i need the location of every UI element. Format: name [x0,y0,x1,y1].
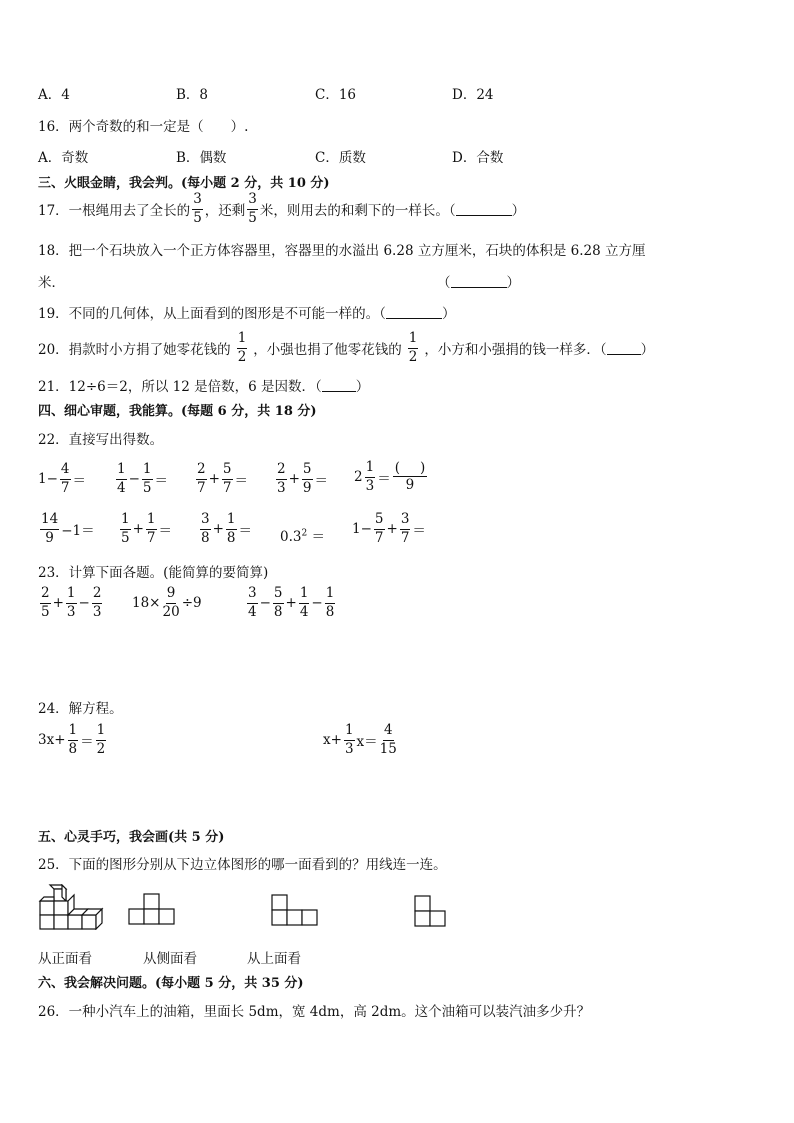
q22-r1-e1-pre: 1− [38,471,58,487]
q17-fraction-1 [192,193,203,225]
q24-e2-den2: 15 [379,740,397,757]
q20-text-b: ，小强也捐了他零花钱的 [253,342,402,358]
q16-option-d: D．合数 [452,150,504,166]
q22-r1-e5-eq: ＝ [377,471,391,487]
q22-stem: 22．直接写出得数。 [38,432,164,448]
q16-option-b: B．偶数 [176,150,227,166]
q23-e1 [38,587,104,619]
q23-e3-fraction-2 [273,587,284,619]
q22-r1-e5-fraction-2 [393,459,428,493]
q22-r2-e3-num1: 3 [200,513,211,530]
q20-fraction-1 [237,332,248,364]
q22-r2-e3-fraction-1 [200,513,211,545]
q24-e2-mid: x＝ [356,734,378,750]
q23-e2-den: 20 [162,603,180,620]
q24-e1 [38,724,108,756]
q17-f2-num: 3 [247,193,258,210]
q22-r2-e4-eq: ＝ [307,529,326,545]
q16-option-a: A．奇数 [38,150,89,166]
q18-paren-close: ） [506,275,520,291]
q19 [38,302,455,322]
q24-e1-pre: 3x+ [38,732,66,748]
q22-r1-e5-fraction-1 [365,461,376,493]
q24-e1-num1: 1 [68,724,79,741]
q23-e1-fraction-3 [92,587,103,619]
q23-e3-num2: 5 [273,587,284,604]
q24-e2-den1: 3 [344,740,354,757]
q22-r1-e5-den1: 3 [365,477,375,494]
q22-r1-e5-den2: 9 [405,477,415,493]
q24-e2-num1: 1 [344,724,355,741]
q22-r2-e5-pre: 1− [352,521,372,537]
q22-r2-e3-den1: 8 [201,529,210,546]
q23-e2 [132,587,202,619]
q23-e2-fraction [163,587,180,619]
q22-r2-e5-fraction-1 [374,513,385,545]
q23-e2-num: 9 [166,587,177,604]
q22-r2-e5-fraction-2 [400,513,411,545]
q15-option-d: D．24 [452,87,494,103]
q23-e3-fraction-4 [325,587,336,619]
q23-e1-fraction-2 [66,587,77,619]
q23-e3-fraction-3 [299,587,310,619]
q20-text-a: 20．捐款时小方捐了她零花钱的 [38,342,231,358]
q22-r2-e1-den: 9 [45,529,54,546]
q22-r2-e3-op: + [212,521,224,537]
q24-e2-fraction-2 [380,724,397,756]
q20 [38,332,654,364]
q17-f1-den: 5 [193,209,202,226]
q25-solid-figure [36,884,106,930]
q23-e3-num1: 3 [247,587,258,604]
q20-f1-den: 2 [237,348,247,365]
q23-e1-num2: 1 [66,587,77,604]
q22-r2-e4-base: 0.3 [280,529,302,545]
q20-f1-num: 1 [237,332,248,349]
q16-option-c: C．质数 [315,150,366,166]
q25-stem: 25．下面的图形分别从下边立体图形的哪一面看到的？用线连一连。 [38,857,447,873]
q22-r2-e2-den2: 7 [146,529,156,546]
q17-f2-den: 5 [248,209,257,226]
q22-r1-e5-num1: 1 [365,461,376,478]
q22-r1-e2 [114,463,168,495]
q23-e3-op2: + [285,595,297,611]
q25-label-front: 从正面看 [38,951,92,967]
q22-r2-e5-eq: ＝ [412,523,426,539]
q22-r1-e1-eq: ＝ [72,473,86,489]
q15-option-b: B．8 [176,87,209,103]
q17-text-a: 17．一根绳用去了全长的 [38,203,191,219]
q22-r1-e3-num1: 2 [196,463,207,480]
q22-r1-e4-num1: 2 [276,463,287,480]
q22-r2-e2-eq: ＝ [158,523,172,539]
q23-stem: 23．计算下面各题。(能简算的要简算) [38,565,269,581]
q23-e1-num3: 2 [92,587,103,604]
q22-r1-e5-whole: 2 [354,469,363,485]
q23-e3-op1: − [259,595,271,611]
q22-r2-e1-post: −1＝ [61,523,95,539]
q22-r1-e2-num1: 1 [116,463,127,480]
q22-r1-e4-eq: ＝ [314,473,328,489]
q22-r1-e4-den2: 9 [302,479,312,496]
q24-e1-fraction-2 [96,724,107,756]
q22-r1-e2-eq: ＝ [154,473,168,489]
q20-fraction-2 [408,332,419,364]
q21-answer-blank[interactable] [322,379,356,392]
q17-fraction-2 [247,193,258,225]
q22-r1-e2-fraction-1 [116,463,127,495]
q22-r1-e2-num2: 1 [142,463,153,480]
q23-e3 [245,587,337,619]
q22-r2-e3-den2: 8 [226,529,236,546]
q22-r1-e3-op: + [208,471,220,487]
q24-e1-fraction-1 [68,724,79,756]
q24-e1-eq: ＝ [80,734,94,750]
q22-r2-e2 [118,513,172,545]
q25-view-figure-3 [413,894,449,934]
q23-e3-op3: − [311,595,323,611]
q22-r2-e5-num2: 3 [400,513,411,530]
q23-e1-den3: 3 [92,603,102,620]
q17-paren-close: ） [511,203,526,219]
q23-e1-num1: 2 [40,587,51,604]
q23-e1-op2: − [78,595,90,611]
q24-e1-den2: 2 [96,740,106,757]
q19-text: 19．不同的几何体，从上面看到的图形是不可能一样的。（ [38,306,386,322]
q23-e3-num3: 1 [299,587,310,604]
section3-title: 三、火眼金睛，我会判。(每小题 2 分，共 10 分) [38,176,330,191]
q20-answer-blank[interactable] [607,342,641,355]
q22-r2-e1 [38,513,95,545]
q22-r2-e2-fraction-1 [120,513,131,545]
section6-title: 六、我会解决问题。(每小题 5 分，共 35 分) [38,976,304,991]
q22-r2-e1-num: 14 [40,513,59,530]
q24-e2-fraction-1 [344,724,355,756]
q22-r1-e2-op: − [128,471,140,487]
section5-title: 五、心灵手巧，我会画(共 5 分) [38,830,225,845]
q21-text: 21．12÷6＝2，所以 12 是倍数，6 是因数．（ [38,379,322,395]
q22-r1-e4-fraction-1 [276,463,287,495]
q19-paren-close: ） [441,306,456,322]
q22-r1-e4 [274,463,328,495]
q20-text-c: ，小方和小强捐的钱一样多．（ [424,342,607,358]
q18-line2: 米． [38,275,65,291]
q22-r1-e3-num2: 5 [222,463,233,480]
q18-answer [437,271,520,291]
q22-r1-e1-fraction [60,463,71,495]
q22-r2-e5-op: + [386,521,398,537]
q26-text: 26．一种小汽车上的油箱，里面长 5dm，宽 4dm，高 2dm。这个油箱可以装汽油多少升？ [38,1004,591,1020]
q17-text-c: 米，则用去的和剩下的一样长。（ [259,203,456,219]
q22-r2-e3-num2: 1 [226,513,237,530]
q25-view-figure-2 [270,893,320,933]
q21 [38,375,369,395]
q22-r2-e2-op: + [132,521,144,537]
q24-e1-num2: 1 [96,724,107,741]
q20-f2-num: 1 [408,332,419,349]
q17-answer-blank[interactable] [456,203,512,216]
q21-paren-close: ） [355,379,370,395]
q23-e3-den1: 4 [248,603,257,620]
q22-r1-e1-den: 7 [60,479,70,496]
q24-e2 [323,724,399,756]
q22-r1-e2-den2: 5 [142,479,152,496]
q22-r1-e4-num2: 5 [302,463,313,480]
q25-label-side: 从侧面看 [143,951,197,967]
q24-e2-num2: 4 [383,724,394,741]
q22-r1-e3-eq: ＝ [234,473,248,489]
q19-answer-blank[interactable] [386,306,442,319]
q22-r1-e4-den1: 3 [277,479,286,496]
q22-r2-e4-exp: 2 [301,528,308,539]
q22-r1-e3-den2: 7 [222,479,232,496]
q23-e1-op1: + [52,595,64,611]
q22-r1-e2-fraction-2 [142,463,153,495]
q15-option-c: C．16 [315,87,357,103]
q17-text-b: ，还剩 [204,203,246,219]
q22-r2-e3-fraction-2 [226,513,237,545]
q24-e1-den1: 8 [68,740,78,757]
q18-answer-blank[interactable] [451,275,507,288]
q22-r1-e4-fraction-2 [302,463,313,495]
section4-title: 四、细心审题，我能算。(每题 6 分，共 18 分) [38,404,317,419]
q23-e2-pre: 18× [132,595,161,611]
q22-r2-e4 [280,525,325,545]
q22-r2-e2-num2: 1 [146,513,157,530]
q15-option-a: A．4 [38,87,70,103]
q22-r2-e5-den1: 7 [374,529,384,546]
q17 [38,193,525,225]
q23-e3-den2: 8 [273,603,283,620]
q22-r1-e4-op: + [288,471,300,487]
q22-r2-e2-num1: 1 [120,513,131,530]
q22-r1-e2-den1: 4 [117,479,126,496]
q22-r2-e3-eq: ＝ [238,523,252,539]
q22-r1-e3-fraction-1 [196,463,207,495]
q23-e3-fraction-1 [247,587,258,619]
q22-r1-e3-fraction-2 [222,463,233,495]
q24-e2-pre: x+ [323,732,342,748]
q18-paren-open: （ [437,275,451,291]
q18-line1: 18．把一个石块放入一个正方体容器里，容器里的水溢出 6.28 立方厘米，石块的体积是 6.28 立方厘 [38,243,646,259]
q22-r1-e3 [194,463,248,495]
q22-r2-e3 [198,513,252,545]
q22-r2-e5 [352,513,426,545]
q22-r1-e1 [38,463,86,495]
q25-view-figure-1 [128,890,178,930]
q22-r2-e1-fraction [40,513,59,545]
q22-r1-e3-den1: 7 [197,479,206,496]
q23-e3-num4: 1 [325,587,336,604]
q23-e1-den1: 5 [41,603,50,620]
q22-r2-e2-den1: 5 [121,529,130,546]
q20-f2-den: 2 [408,348,418,365]
q23-e3-den4: 8 [325,603,335,620]
q25-label-top: 从上面看 [247,951,301,967]
q24-stem: 24．解方程。 [38,701,123,717]
q23-e3-den3: 4 [299,603,309,620]
q22-r1-e5-answer-paren[interactable]: ( ) [394,459,426,476]
q22-r2-e2-fraction-2 [146,513,157,545]
q22-r1-e1-num: 4 [60,463,71,480]
q22-r2-e5-den2: 7 [400,529,410,546]
q23-e1-fraction-1 [40,587,51,619]
q17-f1-num: 3 [192,193,203,210]
q23-e2-post: ÷9 [181,595,202,611]
q22-r2-e5-num1: 5 [374,513,385,530]
q22-r1-e5 [354,461,429,493]
q20-paren-close: ） [640,342,655,358]
q16-stem: 16．两个奇数的和一定是（ ）. [38,119,249,135]
q23-e1-den2: 3 [66,603,76,620]
